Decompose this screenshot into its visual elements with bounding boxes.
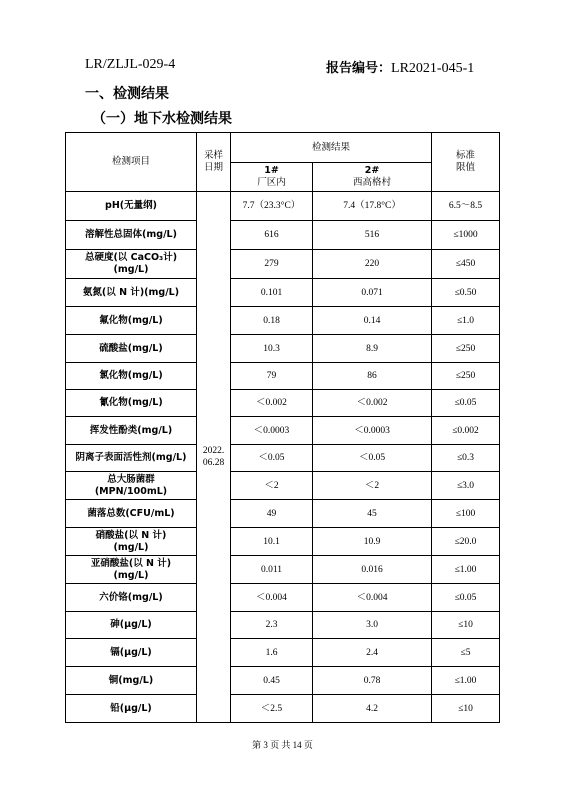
parameter-name xyxy=(66,390,197,417)
parameter-unit-line: (mg/L) xyxy=(113,569,149,581)
report-number xyxy=(326,57,474,77)
standard-limit: ≤0.50 xyxy=(432,279,500,307)
site2-value: 45 xyxy=(313,500,432,528)
site2-value: ＜0.004 xyxy=(313,584,432,612)
header-site2 xyxy=(313,163,432,192)
report-number-value: LR2021-045-1 xyxy=(391,61,475,76)
site2-value: 220 xyxy=(313,250,432,279)
header-row xyxy=(66,133,500,163)
parameter-name-line: 硝酸盐(以 N 计) xyxy=(95,529,167,541)
parameter-name-line: 氰化物(mg/L) xyxy=(99,397,163,408)
table-row xyxy=(66,695,500,723)
standard-limit: ≤3.0 xyxy=(432,472,500,500)
site1-value: 1.6 xyxy=(231,639,313,667)
parameter-name-line: 菌落总数(CFU/mL) xyxy=(87,507,175,519)
parameter-name xyxy=(66,612,197,639)
document-code: LR/ZLJL-029-4 xyxy=(85,57,176,72)
table-row xyxy=(66,417,500,445)
site2-name: 西高格村 xyxy=(353,177,392,188)
standard-limit: ≤1000 xyxy=(432,221,500,250)
standard-limit: ≤450 xyxy=(432,250,500,279)
site2-number: 2# xyxy=(364,165,380,176)
site1-value: 7.7（23.3°C） xyxy=(231,192,313,221)
header-date-line1: 采样 xyxy=(203,150,223,161)
parameter-name-line: 六价铬(mg/L) xyxy=(99,591,163,603)
parameter-unit-line: (MPN/100mL) xyxy=(94,485,168,497)
parameter-name-line: 氨氮(以 N 计)(mg/L) xyxy=(82,286,180,298)
table-row xyxy=(66,335,500,363)
parameter-name-line: 阴离子表面活性剂(mg/L) xyxy=(75,452,187,463)
sampling-date-day: 06.28 xyxy=(202,458,225,468)
site2-value: 86 xyxy=(313,363,432,390)
site1-name: 厂区内 xyxy=(257,177,286,188)
standard-limit: ≤1.00 xyxy=(432,556,500,584)
parameter-name xyxy=(66,639,197,667)
site2-value: ＜0.0003 xyxy=(313,417,432,445)
site2-value: 7.4（17.8°C） xyxy=(313,192,432,221)
parameter-name xyxy=(66,335,197,363)
results-table xyxy=(65,132,500,723)
header-standard-line1: 标准 xyxy=(456,150,476,161)
table-row xyxy=(66,390,500,417)
parameter-name-line: 挥发性酚类(mg/L) xyxy=(89,424,173,436)
site1-value: ＜0.004 xyxy=(231,584,313,612)
table-row xyxy=(66,612,500,639)
site2-value: ＜0.05 xyxy=(313,445,432,472)
table-row xyxy=(66,639,500,667)
parameter-name-line: 镉(μg/L) xyxy=(110,646,152,658)
site1-value: ＜0.002 xyxy=(231,390,313,417)
parameter-name xyxy=(66,528,197,556)
sampling-date-year: 2022. xyxy=(202,446,225,456)
table-row xyxy=(66,192,500,221)
standard-limit: ≤0.002 xyxy=(432,417,500,445)
table-row xyxy=(66,667,500,695)
table-row xyxy=(66,556,500,584)
standard-limit: ≤250 xyxy=(432,363,500,390)
site1-value: 49 xyxy=(231,500,313,528)
parameter-name xyxy=(66,584,197,612)
site1-value: 279 xyxy=(231,250,313,279)
header-standard xyxy=(432,133,500,192)
parameter-unit-line: (mg/L) xyxy=(113,264,149,275)
site2-value: 0.071 xyxy=(313,279,432,307)
table-row xyxy=(66,500,500,528)
subsection-title: （一）地下水检测结果 xyxy=(92,111,232,127)
parameter-name xyxy=(66,445,197,472)
parameter-unit-line: (mg/L) xyxy=(113,541,149,553)
site2-value: 516 xyxy=(313,221,432,250)
parameter-name xyxy=(66,472,197,500)
section-title: 一、检测结果 xyxy=(85,86,169,102)
site2-value: 8.9 xyxy=(313,335,432,363)
standard-limit: ≤0.3 xyxy=(432,445,500,472)
page-footer: 第 3 页 共 14 页 xyxy=(252,740,313,750)
site2-value: 0.78 xyxy=(313,667,432,695)
site1-value: ＜0.0003 xyxy=(231,417,313,445)
parameter-name xyxy=(66,221,197,250)
site2-value: 4.2 xyxy=(313,695,432,723)
parameter-name-line: 氟化物(mg/L) xyxy=(99,314,163,326)
parameter-name-line: 溶解性总固体(mg/L) xyxy=(85,229,177,240)
header-item: 检测项目 xyxy=(66,133,197,192)
site2-value: 0.14 xyxy=(313,307,432,335)
parameter-name-line: 砷(μg/L) xyxy=(110,619,152,630)
site1-value: 2.3 xyxy=(231,612,313,639)
site2-value: 2.4 xyxy=(313,639,432,667)
standard-limit: ≤250 xyxy=(432,335,500,363)
header-date-line2: 日期 xyxy=(203,162,223,173)
table-row xyxy=(66,445,500,472)
header-standard-line2: 限值 xyxy=(456,162,476,173)
site1-value: ＜0.05 xyxy=(231,445,313,472)
table-row xyxy=(66,363,500,390)
report-number-label: 报告编号： xyxy=(326,61,392,76)
results-table-body xyxy=(66,133,500,723)
table-row xyxy=(66,307,500,335)
parameter-name xyxy=(66,667,197,695)
standard-limit: ≤5 xyxy=(432,639,500,667)
header-site1 xyxy=(231,163,313,192)
standard-limit: ≤1.0 xyxy=(432,307,500,335)
parameter-name xyxy=(66,363,197,390)
site1-value: 10.3 xyxy=(231,335,313,363)
parameter-name-line: 亚硝酸盐(以 N 计) xyxy=(90,557,172,569)
site2-value: ＜0.002 xyxy=(313,390,432,417)
standard-limit: ≤0.05 xyxy=(432,584,500,612)
site1-value: ＜2.5 xyxy=(231,695,313,723)
site2-value: 0.016 xyxy=(313,556,432,584)
standard-limit: ≤10 xyxy=(432,612,500,639)
parameter-name-line: 总大肠菌群 xyxy=(107,473,155,485)
standard-limit: ≤10 xyxy=(432,695,500,723)
parameter-name xyxy=(66,417,197,445)
parameter-name xyxy=(66,250,197,279)
site2-value: 10.9 xyxy=(313,528,432,556)
standard-limit: ≤20.0 xyxy=(432,528,500,556)
parameter-name xyxy=(66,500,197,528)
header-results: 检测结果 xyxy=(231,133,432,163)
table-row xyxy=(66,584,500,612)
parameter-name-line: 硫酸盐(mg/L) xyxy=(99,342,163,354)
parameter-name-line: 氯化物(mg/L) xyxy=(99,370,163,381)
parameter-name xyxy=(66,556,197,584)
parameter-name-line: 铅(μg/L) xyxy=(110,702,152,714)
table-row xyxy=(66,472,500,500)
parameter-name-line: pH(无量纲) xyxy=(105,200,157,211)
site1-number: 1# xyxy=(264,165,279,176)
table-row xyxy=(66,528,500,556)
site1-value: 79 xyxy=(231,363,313,390)
parameter-name xyxy=(66,307,197,335)
parameter-name xyxy=(66,695,197,723)
standard-limit: ≤1.00 xyxy=(432,667,500,695)
parameter-name-line: 总硬度(以 CaCO₃计) xyxy=(84,252,178,263)
site1-value: 0.45 xyxy=(231,667,313,695)
standard-limit: 6.5～8.5 xyxy=(432,192,500,221)
sampling-date xyxy=(197,192,231,723)
parameter-name xyxy=(66,279,197,307)
table-row xyxy=(66,221,500,250)
site1-value: 616 xyxy=(231,221,313,250)
parameter-name xyxy=(66,192,197,221)
site1-value: 0.011 xyxy=(231,556,313,584)
site1-value: 0.101 xyxy=(231,279,313,307)
site2-value: 3.0 xyxy=(313,612,432,639)
table-row xyxy=(66,250,500,279)
parameter-name-line: 铜(mg/L) xyxy=(108,674,154,686)
header-date xyxy=(197,133,231,192)
site1-value: ＜2 xyxy=(231,472,313,500)
standard-limit: ≤0.05 xyxy=(432,390,500,417)
standard-limit: ≤100 xyxy=(432,500,500,528)
table-row xyxy=(66,279,500,307)
site1-value: 0.18 xyxy=(231,307,313,335)
site1-value: 10.1 xyxy=(231,528,313,556)
site2-value: ＜2 xyxy=(313,472,432,500)
